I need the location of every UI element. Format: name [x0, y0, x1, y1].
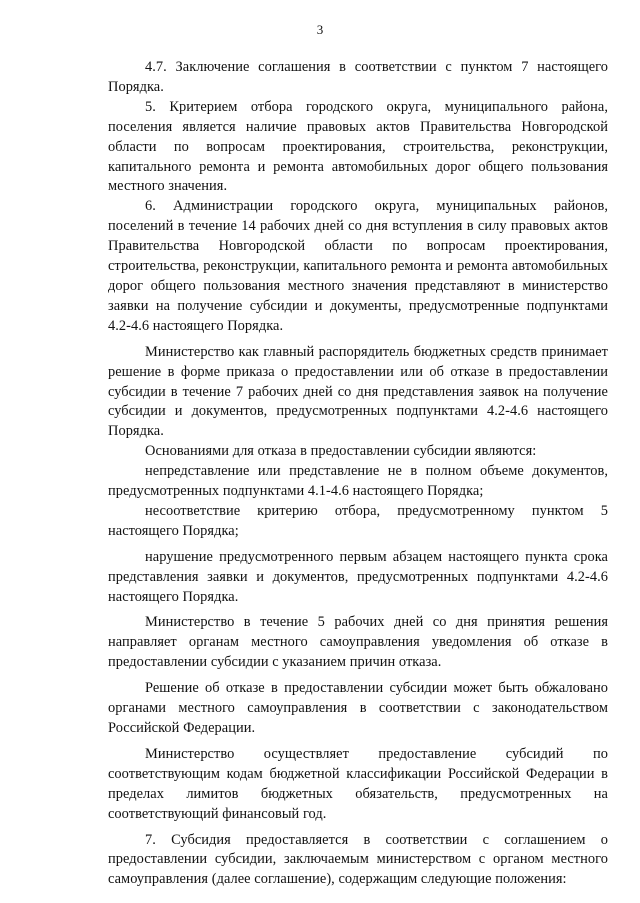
page-number: 3 [316, 22, 324, 37]
paragraph-refusal-grounds-intro: Основаниями для отказа в предоставлении субсидии являются: [145, 443, 537, 460]
document-body [108, 58, 608, 890]
paragraph-refusal-ground-deadline: нарушение предусмотренного первым абзацем настоящего пункта срока представления заявки и документов, предусмотренных подпунктами 4.2-4.6 настоящего Порядка. [108, 548, 608, 605]
paragraph-refusal-appeal: Решение об отказе в предоставлении субсидии может быть обжаловано органами местного самоуправления в соответствии с законодательством Российской Федерации. [108, 680, 608, 736]
paragraph-6-applications: 6. Администрации городского округа, муниципальных районов, поселений в течение 14 рабочих дней со дня вступления в силу правовых актов Правительства Новгородской области по вопросам проектирования, строительства, реконструкции, капитального ремонта и ремонта автомобильных дорог общего пользования местного значения представляют в министерство заявки на получение субсидии и документы, предусмотренные подпунктами 4.2-4.6 настоящего Порядка. [108, 198, 608, 334]
paragraph-refusal-ground-criterion: несоответствие критерию отбора, предусмотренному пунктом 5 настоящего Порядка; [108, 502, 608, 539]
paragraph-refusal-notification: Министерство в течение 5 рабочих дней со дня принятия решения направляет органам местного самоуправления уведомления об отказе в предоставлении субсидии с указанием причин отказа. [108, 614, 608, 671]
paragraph-ministry-decision: Министерство как главный распорядитель бюджетных средств принимает решение в форме приказа о предоставлении или об отказе в предоставлении субсидии в течение 7 рабочих дней со дня представления заявок на получение субсидии и документов, предусмотренных подпунктами 4.2-4.6 настоящего Порядка. [108, 343, 608, 440]
paragraph-budget-classification: Министерство осуществляет предоставление субсидий по соответствующим кодам бюджетной классификации Российской Федерации в пределах лимитов бюджетных обязательств, предусмотренных на соответствующий финансовый год. [108, 745, 608, 822]
paragraph-refusal-ground-documents: непредставление или представление не в полном объеме документов, предусмотренных подпунктами 4.1-4.6 настоящего Порядка; [108, 463, 608, 500]
paragraph-7-agreement: 7. Субсидия предоставляется в соответствии с соглашением о предоставлении субсидии, заключаемым министерством с органом местного самоуправления (далее соглашение), содержащим следующие положения: [108, 831, 608, 888]
paragraph-4-7: 4.7. Заключение соглашения в соответствии с пунктом 7 настоящего Порядка. [108, 59, 608, 95]
paragraph-5-selection-criterion: 5. Критерием отбора городского округа, муниципального района, поселения является наличие правовых актов Правительства Новгородской области по вопросам проектирования, строительства, реконструкции, капитального ремонта и ремонта автомобильных дорог общего пользования местного значения. [108, 98, 608, 195]
